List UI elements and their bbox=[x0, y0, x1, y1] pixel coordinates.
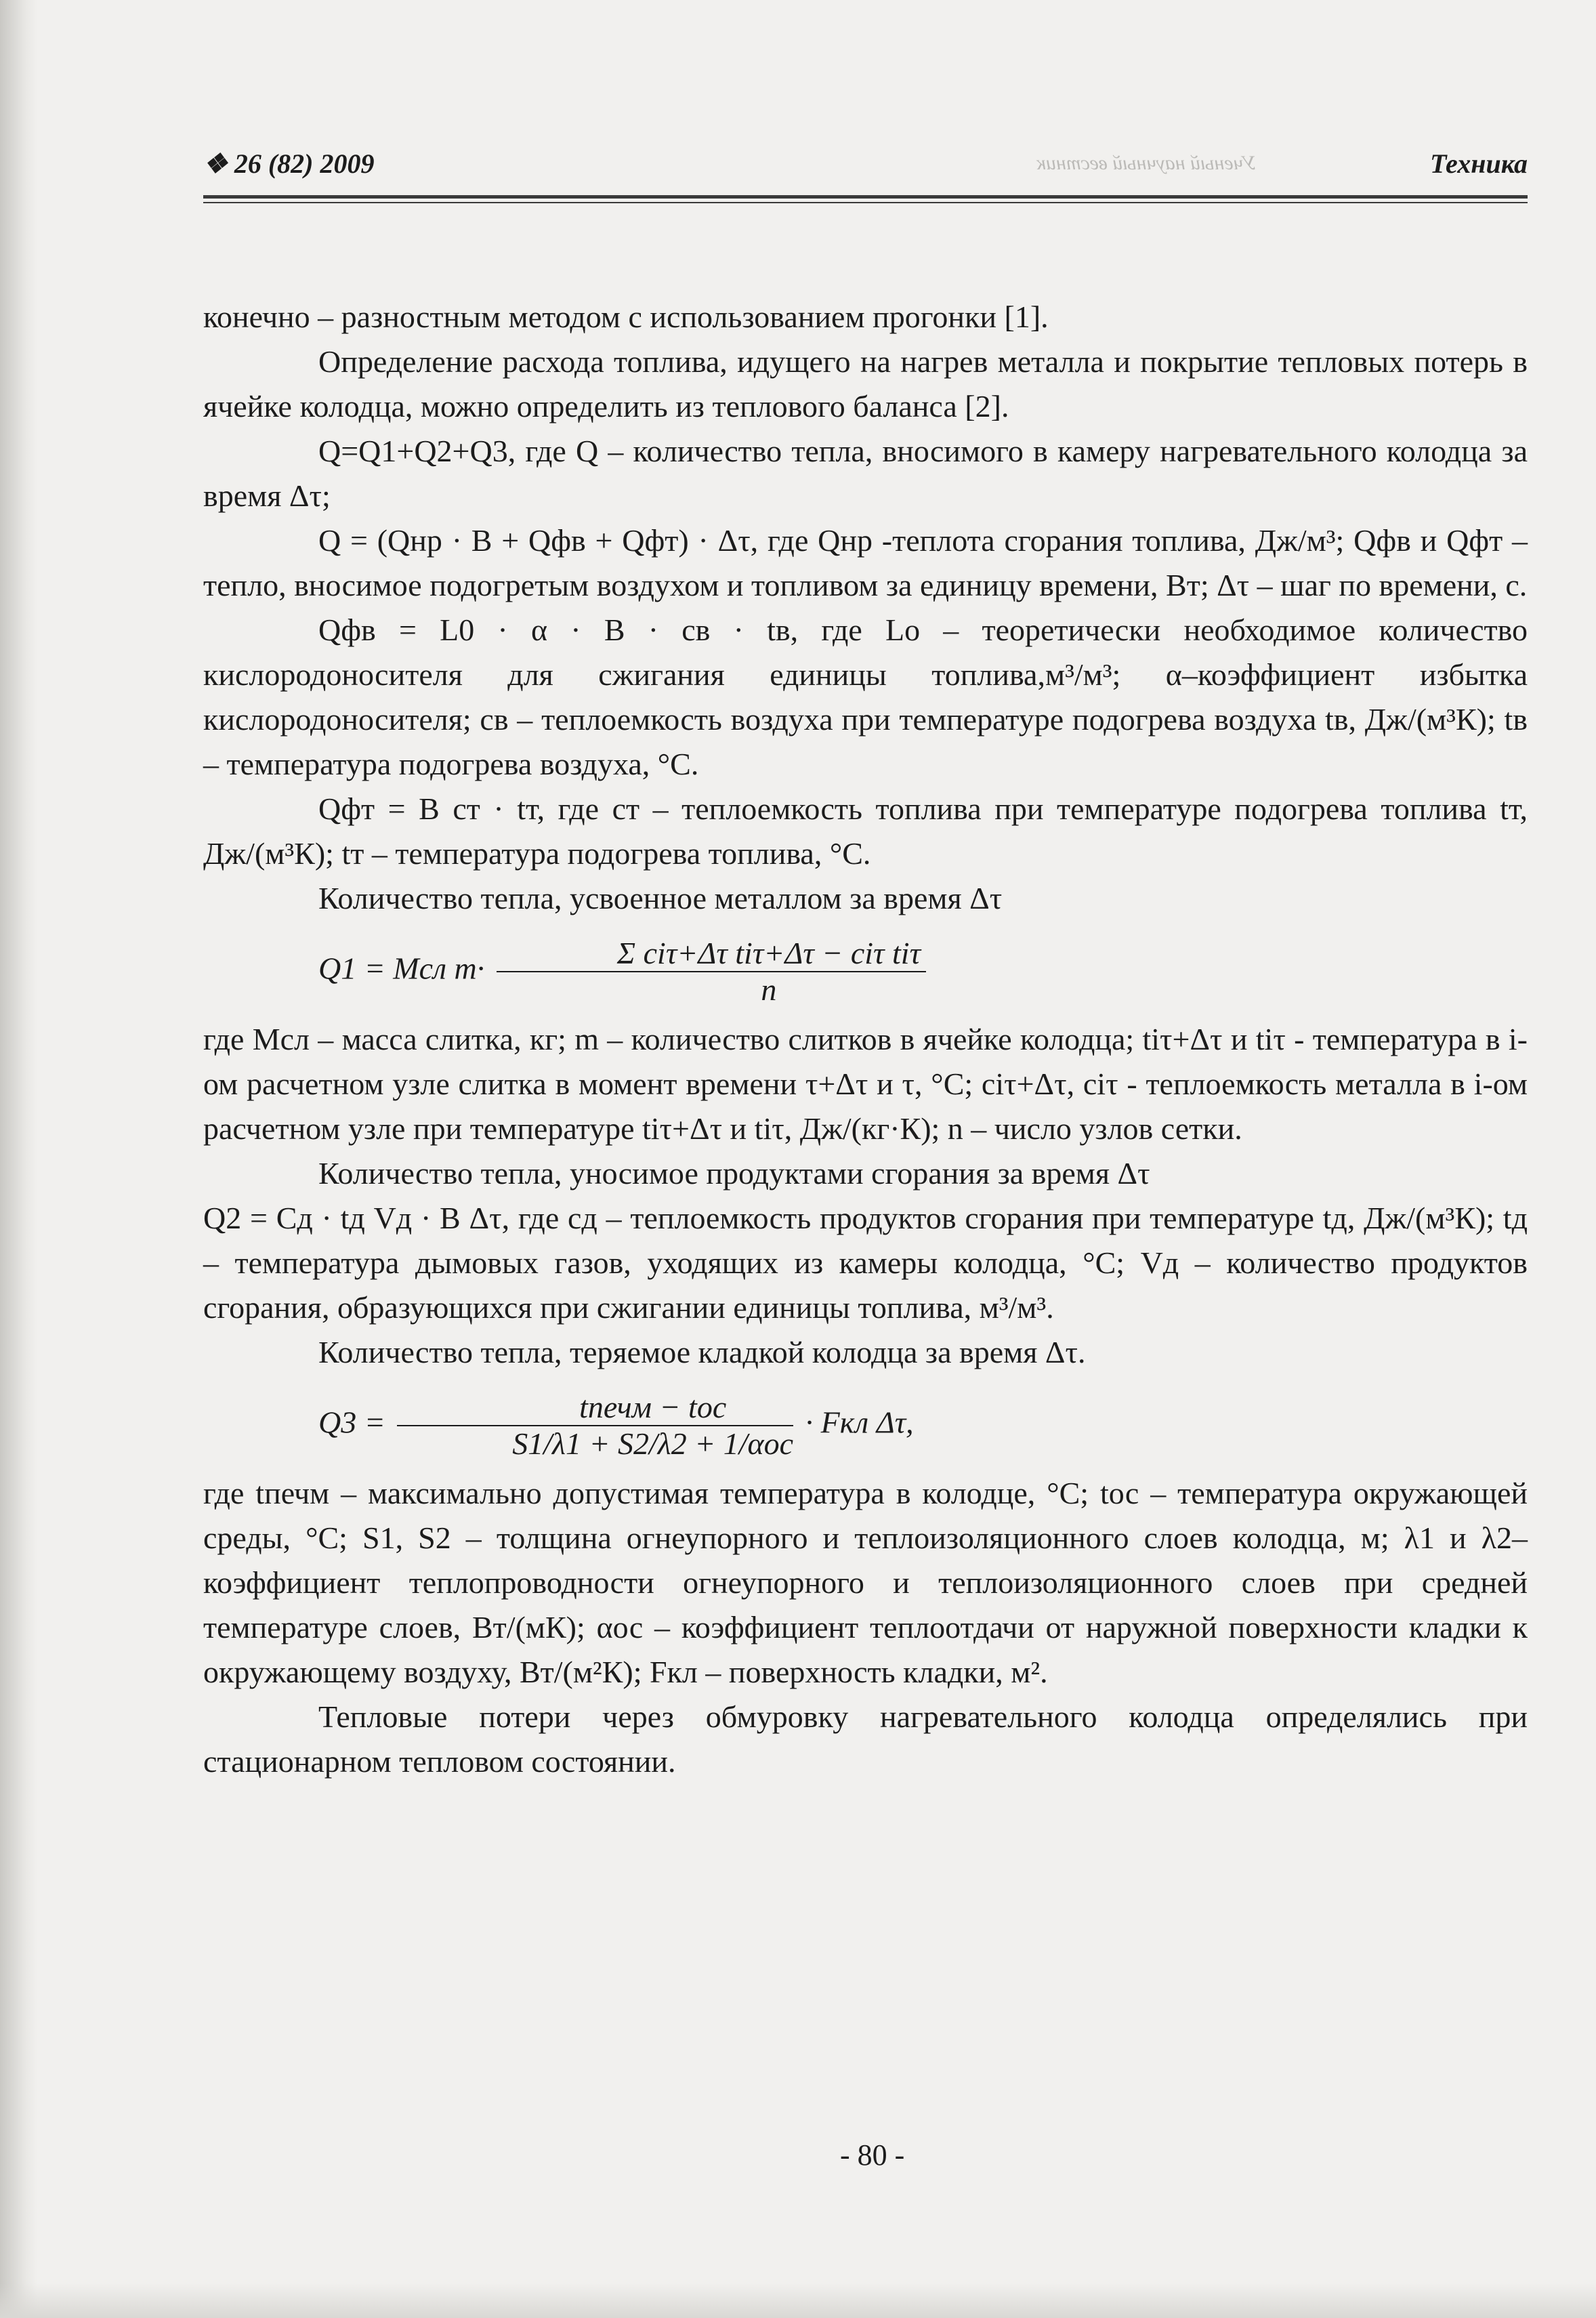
paragraph: Q=Q1+Q2+Q3, где Q – количество тепла, вносимого в камеру нагревательного колодца за время Δτ; bbox=[203, 434, 1528, 513]
page-header bbox=[203, 148, 1528, 188]
paragraph: Определение расхода топлива, идущего на нагрев металла и покрытие тепловых потерь в ячейке колодца, можно определить из теплового баланса [2]. bbox=[203, 344, 1528, 423]
section-title: Техника bbox=[1430, 148, 1528, 179]
page-binding-shadow bbox=[0, 0, 37, 2318]
paragraph: Qфв = L0 · α · B · cв · tв, где Lo – теоретически необходимое количество кислородоносителя для сжигания единицы топлива,м³/м³; α–коэффициент избытка кислородоносителя; cв – теплоемкость воздуха при температуре подогрева воздуха tв, Дж/(м³К); tв – температура подогрева воздуха, °С. bbox=[203, 613, 1528, 781]
paragraph: Qфт = B cт · tт, где cт – теплоемкость топлива при температуре подогрева топлива tт, Дж/(м³К); tт – температура подогрева топлива, °С. bbox=[203, 791, 1528, 871]
paragraph: Количество тепла, теряемое кладкой колодца за время Δτ. bbox=[318, 1335, 1086, 1369]
paragraph: где Mсл – масса слитка, кг; m – количество слитков в ячейке колодца; tiτ+Δτ и tiτ - температура в i-ом расчетном узле слитка в момент времени τ+Δτ и τ, °С; ciτ+Δτ, ciτ - теплоемкость металла в i-ом расчетном узле при температуре tiτ+Δτ и tiτ, Дж/(кг·К); n – число узлов сетки. bbox=[203, 1022, 1528, 1146]
formula-q3-denominator: S1/λ1 + S2/λ2 + 1/αос bbox=[512, 1426, 794, 1461]
formula-q1 bbox=[203, 936, 1528, 1008]
formula-q1-lhs: Q1 = Mсл m· bbox=[318, 951, 485, 986]
formula-q3-lhs: Q3 = bbox=[318, 1405, 385, 1440]
formula-q3-rhs: · Fкл Δτ, bbox=[805, 1405, 914, 1440]
journal-name-bleed: Ученый научный вестник bbox=[1036, 152, 1257, 174]
paragraph: Количество тепла, усвоенное металлом за время Δτ bbox=[318, 881, 1003, 915]
paragraph: Q2 = Cд · tд Vд · B Δτ, где cд – теплоемкость продуктов сгорания при температуре tд, Дж/(м³К); tд – температура дымовых газов, уходящих из камеры колодца, °С; Vд – количество продуктов сгорания, образующихся при сжигании единицы топлива, м³/м³. bbox=[203, 1201, 1528, 1325]
paragraph: Тепловые потери через обмуровку нагревательного колодца определялись при стационарном тепловом состоянии. bbox=[203, 1699, 1528, 1779]
page-number: - 80 - bbox=[840, 2138, 905, 2172]
issue-number: ❖ 26 (82) 2009 bbox=[203, 148, 375, 179]
page-bottom-shadow bbox=[0, 2283, 1596, 2318]
formula-q1-denominator: n bbox=[761, 972, 777, 1007]
formula-q3-fraction bbox=[397, 1390, 793, 1462]
paragraph: где tпечм – максимально допустимая температура в колодце, °С; tос – температура окружающей среды, °С; S1, S2 – толщина огнеупорного и теплоизоляционного слоев колодца, м; λ1 и λ2–коэффициент теплопроводности огнеупорного и теплоизоляционного слоев при средней температуре слоев, Вт/(мК); αос – коэффициент теплоотдачи от наружной поверхности кладки к окружающему воздуху, Вт/(м²К); Fкл – поверхность кладки, м². bbox=[203, 1476, 1528, 1689]
header-rule-thick bbox=[203, 195, 1528, 199]
paragraph: Количество тепла, уносимое продуктами сгорания за время Δτ bbox=[318, 1156, 1150, 1191]
formula-q1-numerator: Σ ciτ+Δτ tiτ+Δτ − ciτ tiτ bbox=[497, 936, 926, 972]
paragraph: конечно – разностным методом с использованием прогонки [1]. bbox=[203, 299, 1049, 334]
formula-q1-fraction bbox=[497, 936, 926, 1008]
formula-q3 bbox=[203, 1390, 1528, 1462]
formula-q3-numerator: tпечм − tос bbox=[397, 1390, 793, 1426]
paragraph: Q = (Qнр · B + Qфв + Qфт) · Δτ, где Qнр -теплота сгорания топлива, Дж/м³; Qфв и Qфт – тепло, вносимое подогретым воздухом и топливом за единицу времени, Вт; Δτ – шаг по времени, с. bbox=[203, 523, 1528, 602]
header-rule-thin bbox=[203, 202, 1528, 203]
article-body bbox=[203, 295, 1528, 1784]
